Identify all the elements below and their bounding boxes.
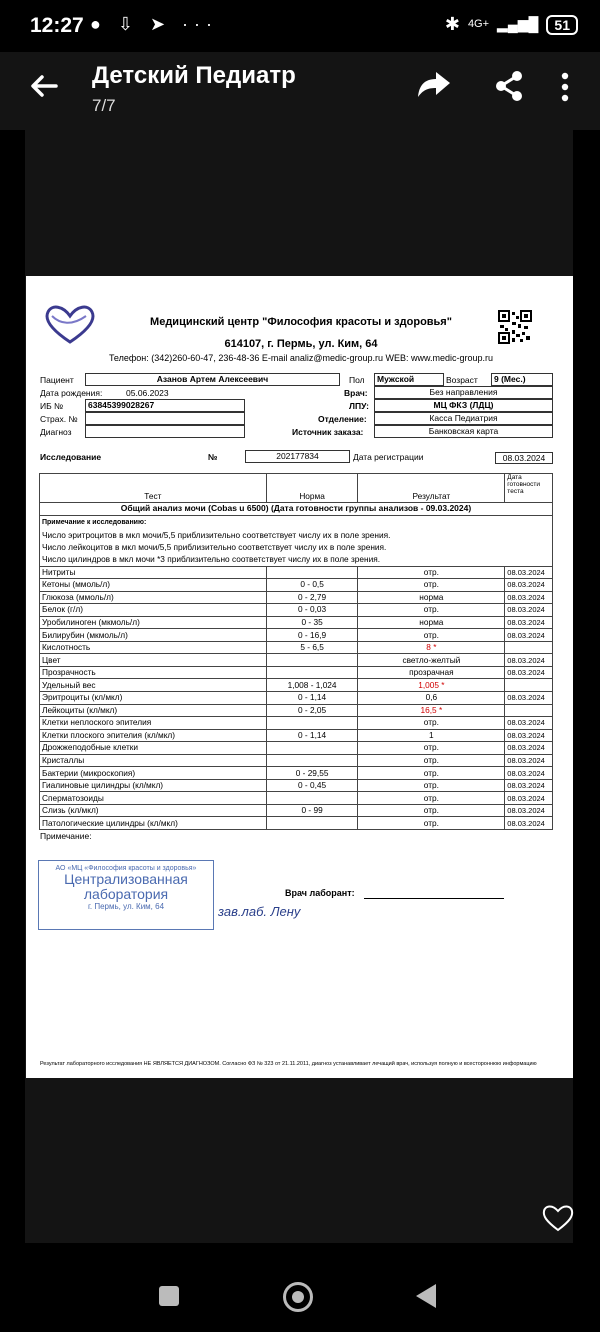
cell-date: 08.03.2024 [505, 666, 553, 679]
cell-norm [266, 666, 358, 679]
cell-test: Кетоны (ммоль/л) [40, 579, 267, 592]
table-row [40, 666, 553, 679]
col-result-header: Результат [358, 474, 505, 503]
more-options-icon[interactable] [560, 72, 570, 102]
table-row [40, 754, 553, 767]
system-nav-bar [0, 1262, 600, 1332]
lab-doctor-label: Врач лаборант: [285, 888, 355, 898]
doctor-value: Без направления [374, 386, 553, 399]
cell-result: норма [358, 591, 505, 604]
cell-result: отр. [358, 566, 505, 579]
dob-value: 05.06.2023 [126, 388, 169, 398]
cell-date: 08.03.2024 [505, 629, 553, 642]
share-icon[interactable] [494, 70, 524, 102]
status-right [445, 14, 578, 35]
cell-result: отр. [358, 717, 505, 730]
col-date-header: Дата готовности теста [505, 474, 553, 503]
cell-norm: 0 - 0,03 [266, 604, 358, 617]
cell-norm: 0 - 1,14 [266, 729, 358, 742]
bluetooth-icon: ✱ [444, 14, 460, 34]
note-line: Число эритроцитов в мкл мочи/5,5 приблизительно соответствует числу их в поле зрения. [42, 529, 391, 540]
table-row [40, 654, 553, 667]
cell-result: отр. [358, 767, 505, 780]
note-line: Число цилиндров в мкл мочи *3 приблизительно соответствует числу их в поле зрения. [42, 553, 381, 564]
cell-date: 08.03.2024 [505, 792, 553, 805]
cell-test: Билирубин (мкмоль/л) [40, 629, 267, 642]
insurance-value [85, 412, 245, 425]
cell-norm [266, 717, 358, 730]
cell-test: Клетки плоского эпителия (кл/мкл) [40, 729, 267, 742]
sex-value: Мужской [374, 373, 444, 386]
cell-norm: 0 - 16,9 [266, 629, 358, 642]
table-row [40, 767, 553, 780]
lab-stamp [38, 860, 214, 930]
cell-result: отр. [358, 792, 505, 805]
cell-norm: 0 - 35 [266, 616, 358, 629]
clinic-address: 614107, г. Пермь, ул. Ким, 64 [224, 338, 378, 350]
notes-title: Примечание к исследованию: [42, 518, 147, 526]
table-row [40, 804, 553, 817]
cell-date [505, 641, 553, 654]
back-button[interactable] [416, 1284, 436, 1308]
registration-date: 08.03.2024 [495, 452, 553, 464]
cell-date: 08.03.2024 [505, 754, 553, 767]
cell-norm: 0 - 2,79 [266, 591, 358, 604]
cell-date: 08.03.2024 [505, 779, 553, 792]
cell-test: Эритроциты (кл/мкл) [40, 692, 267, 705]
cell-norm: 0 - 99 [266, 804, 358, 817]
lab-report-document[interactable] [26, 276, 573, 1078]
cell-date [505, 704, 553, 717]
battery-level: 51 [546, 15, 578, 35]
table-row [40, 579, 553, 592]
cell-test: Белок (г/л) [40, 604, 267, 617]
cell-date: 08.03.2024 [505, 817, 553, 830]
cell-result: отр. [358, 742, 505, 755]
cell-result: 0,6 [358, 692, 505, 705]
cell-norm: 0 - 2,05 [266, 704, 358, 717]
cell-result: 16,5 * [358, 704, 505, 717]
cell-norm [266, 654, 358, 667]
test-notes [40, 515, 553, 566]
lpu-value: МЦ ФКЗ (ЛДЦ) [374, 399, 553, 412]
table-row [40, 641, 553, 654]
cell-norm: 5 - 6,5 [266, 641, 358, 654]
table-row [40, 692, 553, 705]
cell-test: Бактерии (микроскопия) [40, 767, 267, 780]
remark-label: Примечание: [40, 831, 92, 841]
cell-date: 08.03.2024 [505, 717, 553, 730]
cell-result: прозрачная [358, 666, 505, 679]
stamp-title2: лаборатория [83, 886, 169, 902]
cell-norm: 0 - 0,5 [266, 579, 358, 592]
note-line: Число лейкоцитов в мкл мочи/5,5 приблизительно соответствует числу их в поле зрения. [42, 541, 387, 552]
cell-test: Кристаллы [40, 754, 267, 767]
diagnosis-label: Диагноз [40, 427, 72, 437]
cell-result: 1 [358, 729, 505, 742]
cell-test: Патологические цилиндры (кл/мкл) [40, 817, 267, 830]
table-row [40, 604, 553, 617]
table-row [40, 729, 553, 742]
table-row [40, 679, 553, 692]
cell-norm: 0 - 1,14 [266, 692, 358, 705]
test-group-title: Общий анализ мочи (Cobas u 6500) (Дата готовности группы анализов - 09.03.2024) [40, 503, 553, 516]
notification-icons: ● ⇩ ➤ ··· [90, 14, 219, 34]
cell-test: Клетки неплоского эпителия [40, 717, 267, 730]
recent-apps-button[interactable] [159, 1286, 179, 1306]
cell-norm [266, 742, 358, 755]
clinic-name: Медицинский центр "Философия красоты и здоровья" [150, 316, 452, 328]
cell-test: Уробилиноген (мкмоль/л) [40, 616, 267, 629]
dob-label: Дата рождения: [40, 388, 103, 398]
table-row [40, 704, 553, 717]
lpu-label: ЛПУ: [349, 401, 369, 411]
clinic-contacts: Телефон: (342)260-60-47, 236-48-36 E-mail analiz@medic-group.ru WEB: www.medic-group.ru [108, 353, 494, 363]
table-row [40, 779, 553, 792]
cell-test: Лейкоциты (кл/мкл) [40, 704, 267, 717]
study-number: 202177834 [245, 450, 350, 463]
cell-test: Слизь (кл/мкл) [40, 804, 267, 817]
table-row [40, 817, 553, 830]
dept-label: Отделение: [318, 414, 367, 424]
study-label: Исследование [40, 452, 102, 462]
patient-label: Пациент [40, 375, 74, 385]
col-norm-header: Норма [266, 474, 358, 503]
age-label: Возраст [446, 375, 478, 385]
forward-icon[interactable] [416, 70, 452, 100]
cell-test: Сперматозоиды [40, 792, 267, 805]
age-value: 9 (Мес.) [491, 373, 553, 386]
like-heart-icon[interactable] [542, 1204, 574, 1232]
cell-test: Цвет [40, 654, 267, 667]
cell-date: 08.03.2024 [505, 616, 553, 629]
cell-test: Удельный вес [40, 679, 267, 692]
cell-date: 08.03.2024 [505, 729, 553, 742]
table-row [40, 717, 553, 730]
table-row [40, 591, 553, 604]
patient-name: Азанов Артем Алексеевич [85, 373, 340, 386]
cell-date: 08.03.2024 [505, 591, 553, 604]
cell-result: 1,005 * [358, 679, 505, 692]
cell-date [505, 679, 553, 692]
cell-result: отр. [358, 804, 505, 817]
cell-result: светло-желтый [358, 654, 505, 667]
sex-label: Пол [349, 375, 365, 385]
cell-norm: 0 - 29,55 [266, 767, 358, 780]
cell-norm [266, 817, 358, 830]
cell-test: Прозрачность [40, 666, 267, 679]
table-row [40, 629, 553, 642]
cell-date: 08.03.2024 [505, 742, 553, 755]
stamp-org: АО «МЦ «Философия красоты и здоровья» [55, 865, 197, 872]
home-button[interactable] [283, 1282, 313, 1312]
table-row [40, 616, 553, 629]
app-bar [0, 52, 600, 130]
cell-date: 08.03.2024 [505, 654, 553, 667]
page-counter: 7/7 [92, 96, 116, 115]
cell-date: 08.03.2024 [505, 692, 553, 705]
cell-norm [266, 566, 358, 579]
signature: зав.лаб. Лену [218, 904, 301, 919]
cell-result: отр. [358, 779, 505, 792]
insurance-label: Страх. № [40, 414, 78, 424]
cell-date: 08.03.2024 [505, 566, 553, 579]
cell-test: Кислотность [40, 641, 267, 654]
qr-code-icon [498, 310, 532, 344]
signal-icon: ▂▄▆█ [497, 16, 539, 32]
cell-test: Глюкоза (ммоль/л) [40, 591, 267, 604]
cell-result: отр. [358, 754, 505, 767]
table-row [40, 566, 553, 579]
number-label: № [208, 452, 218, 462]
cell-result: отр. [358, 604, 505, 617]
network-label: 4G+ [467, 18, 490, 30]
table-row [40, 742, 553, 755]
cell-result: отр. [358, 817, 505, 830]
stamp-title1: Централизованная [64, 871, 188, 887]
results-table [39, 473, 553, 830]
cell-norm [266, 792, 358, 805]
signature-line [364, 898, 504, 899]
registration-label: Дата регистрации [353, 452, 424, 462]
diagnosis-value [85, 425, 245, 438]
dept-value: Касса Педиатрия [374, 412, 553, 425]
ib-value: 63845399028267 [85, 399, 245, 412]
status-time: 12:27 [30, 14, 84, 37]
cell-result: норма [358, 616, 505, 629]
cell-result: 8 * [358, 641, 505, 654]
cell-date: 08.03.2024 [505, 804, 553, 817]
back-arrow-icon[interactable] [28, 70, 60, 102]
cell-test: Гиалиновые цилиндры (кл/мкл) [40, 779, 267, 792]
cell-test: Нитриты [40, 566, 267, 579]
cell-date: 08.03.2024 [505, 767, 553, 780]
cell-date: 08.03.2024 [505, 579, 553, 592]
cell-norm: 0 - 0,45 [266, 779, 358, 792]
doctor-label: Врач: [344, 388, 368, 398]
cell-date: 08.03.2024 [505, 604, 553, 617]
source-value: Банковская карта [374, 425, 553, 438]
table-row [40, 792, 553, 805]
disclaimer: Результат лабораторного исследования НЕ ЯВЛЯЕТСЯ ДИАГНОЗОМ. Согласно ФЗ № 323 от 21.11.2011, диагноз устанавливает лечащий врач, используя полную и всестороннюю информацию [40, 1061, 537, 1067]
ib-label: ИБ № [40, 401, 64, 411]
col-test-header: Тест [40, 474, 267, 503]
cell-result: отр. [358, 629, 505, 642]
chat-title: Детский Педиатр [92, 62, 296, 89]
cell-test: Дрожжеподобные клетки [40, 742, 267, 755]
cell-norm: 1,008 - 1,024 [266, 679, 358, 692]
cell-result: отр. [358, 579, 505, 592]
cell-norm [266, 754, 358, 767]
stamp-address: г. Пермь, ул. Ким, 64 [87, 902, 165, 911]
status-bar [0, 0, 600, 52]
source-label: Источник заказа: [292, 427, 364, 437]
